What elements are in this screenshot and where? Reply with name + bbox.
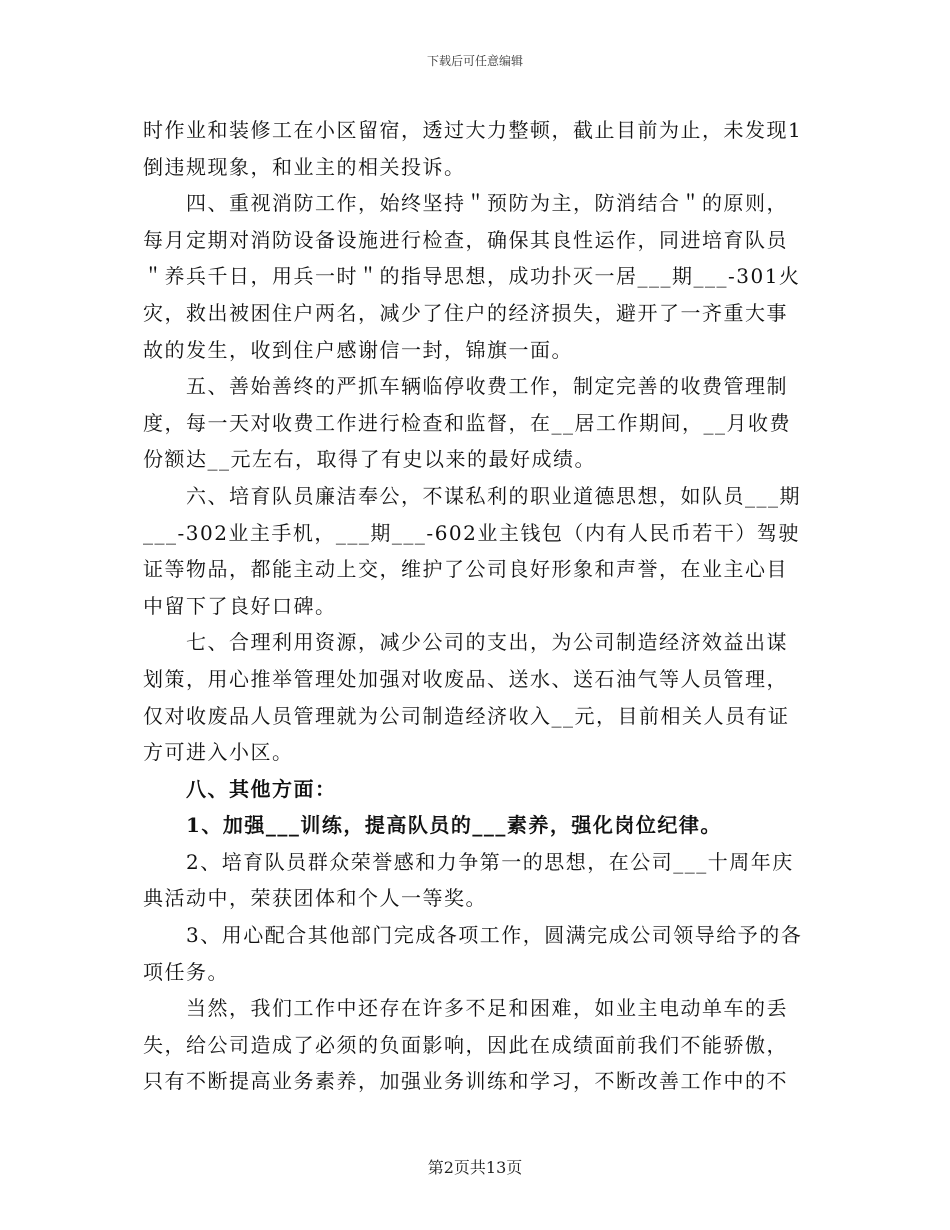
page-footer: 第2页共13页 — [427, 1158, 523, 1177]
text-line: 每月定期对消防设备设施进行检查，确保其良性运作，同进培育队员 — [143, 227, 788, 252]
text-line: 度，每一天对收费工作进行检查和监督，在__居工作期间，__月收费 — [143, 410, 791, 435]
text-line: ___-302业主手机，___期___-602业主钱包（内有人民币若干）驾驶 — [143, 520, 800, 545]
text-line: 证等物品，都能主动上交，维护了公司良好形象和声誉，在业主心目 — [143, 557, 788, 582]
text-line: ＂养兵千日，用兵一时＂的指导思想，成功扑灭一居___期___-301火 — [143, 264, 801, 289]
text-line: 八、其他方面： — [143, 776, 337, 801]
text-line: 故的发生，收到住户感谢信一封，锦旗一面。 — [143, 337, 573, 362]
text-line: 只有不断提高业务素养，加强业务训练和学习，不断改善工作中的不 — [143, 1069, 788, 1094]
text-line: 份额达__元左右，取得了有史以来的最好成绩。 — [143, 447, 596, 472]
text-line: 划策，用心推举管理处加强对收废品、送水、送石油气等人员管理， — [143, 666, 788, 691]
text-line: 四、重视消防工作，始终坚持＂预防为主，防消结合＂的原则， — [143, 191, 788, 216]
text-line: 灾，救出被困住户两名，减少了住户的经济损失，避开了一齐重大事 — [143, 300, 788, 325]
text-line: 方可进入小区。 — [143, 740, 294, 765]
text-line: 倒违规现象，和业主的相关投诉。 — [143, 154, 466, 179]
text-line: 典活动中，荣获团体和个人一等奖。 — [143, 886, 487, 911]
text-line: 五、善始善终的严抓车辆临停收费工作，制定完善的收费管理制 — [143, 374, 788, 399]
text-line: 项任务。 — [143, 959, 229, 984]
text-line: 1、加强___训练，提高队员的___素养，强化岗位纪律。 — [143, 813, 722, 838]
text-line: 当然，我们工作中还存在许多不足和困难，如业主电动单车的丢 — [143, 996, 788, 1021]
text-line: 七、合理利用资源，减少公司的支出，为公司制造经济效益出谋 — [143, 630, 788, 655]
text-line: 六、培育队员廉洁奉公，不谋私利的职业道德思想，如队员___期 — [143, 483, 801, 508]
text-line: 时作业和装修工在小区留宿，透过大力整顿，截止目前为止，未发现1 — [143, 118, 803, 142]
text-line: 3、用心配合其他部门完成各项工作，圆满完成公司领导给予的各 — [143, 923, 803, 948]
page-header: 下载后可任意编辑 — [426, 54, 523, 68]
text-line: 中留下了良好口碑。 — [143, 593, 337, 618]
text-line: 仅对收废品人员管理就为公司制造经济收入__元，目前相关人员有证 — [143, 703, 790, 728]
text-line: 2、培育队员群众荣誉感和力争第一的思想，在公司___十周年庆 — [143, 849, 794, 874]
text-line: 失，给公司造成了必须的负面影响，因此在成绩面前我们不能骄傲， — [143, 1032, 788, 1057]
document-body — [143, 112, 808, 1100]
